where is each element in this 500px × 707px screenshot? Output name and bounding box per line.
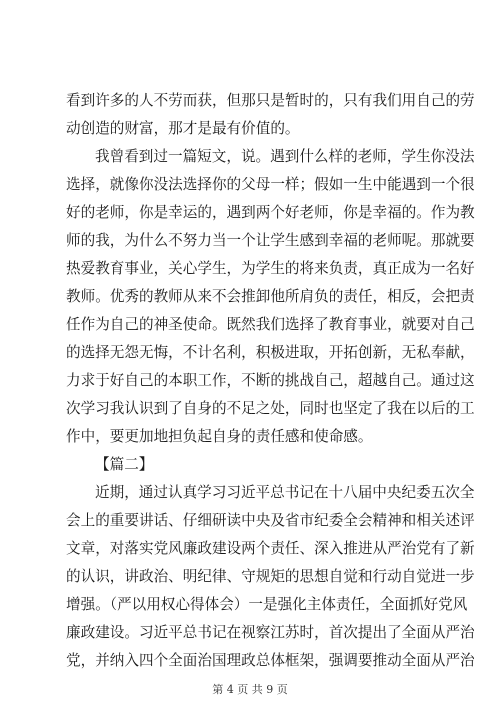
paragraph-line: 看到许多的人不劳而获，但那只是暂时的，只有我们用自己的劳	[66, 92, 475, 109]
paragraph-line: 廉政建设。习近平总书记在视察江苏时，首次提出了全面从严治	[66, 624, 475, 641]
paragraph-line: 力求于好自己的本职工作，不断的挑战自己，超越自己。通过这	[66, 372, 475, 389]
paragraph-line: 的认识，讲政治、明纪律、守规矩的思想自觉和行动自觉进一步	[66, 568, 475, 585]
section-heading: 【篇二】	[95, 456, 154, 473]
paragraph-line: 任作为自己的神圣使命。既然我们选择了教育事业，就要对自己	[66, 316, 475, 333]
paragraph-line: 增强。（严以用权心得体会）一是强化主体责任，全面抓好党风	[66, 596, 468, 613]
paragraph-line: 的选择无怨无悔，不计名利，积极进取，开拓创新，无私奉献，	[66, 344, 475, 361]
paragraph-line: 次学习我认识到了自身的不足之处，同时也坚定了我在以后的工	[66, 400, 475, 417]
paragraph-line: 好的老师，你是幸运的，遇到两个好老师，你是幸福的。作为教	[66, 204, 475, 221]
page-footer: 第 4 页 共 9 页	[212, 683, 288, 696]
paragraph-line: 教师。优秀的教师从来不会推卸他所肩负的责任，相反，会把责	[66, 288, 475, 305]
paragraph-line: 师的我，为什么不努力当一个让学生感到幸福的老师呢。那就要	[66, 232, 475, 249]
paragraph-line: 选择，就像你没法选择你的父母一样；假如一生中能遇到一个很	[66, 176, 475, 193]
paragraph-line: 党，并纳入四个全面治国理政总体框架，强调要推动全面从严治	[66, 652, 475, 669]
paragraph-line: 我曾看到过一篇短文，说。遇到什么样的老师，学生你没法	[95, 148, 475, 165]
paragraph-line: 动创造的财富，那才是最有价值的。	[66, 120, 300, 137]
paragraph-line: 热爱教育事业，关心学生，为学生的将来负责，真正成为一名好	[66, 260, 475, 277]
paragraph-line: 会上的重要讲话、仔细研读中央及省市纪委全会精神和相关述评	[66, 512, 475, 529]
paragraph-line: 近期，通过认真学习习近平总书记在十八届中央纪委五次全	[95, 484, 475, 501]
paragraph-line: 文章，对落实党风廉政建设两个责任、深入推进从严治党有了新	[66, 540, 475, 557]
paragraph-line: 作中，要更加地担负起自身的责任感和使命感。	[66, 428, 373, 445]
